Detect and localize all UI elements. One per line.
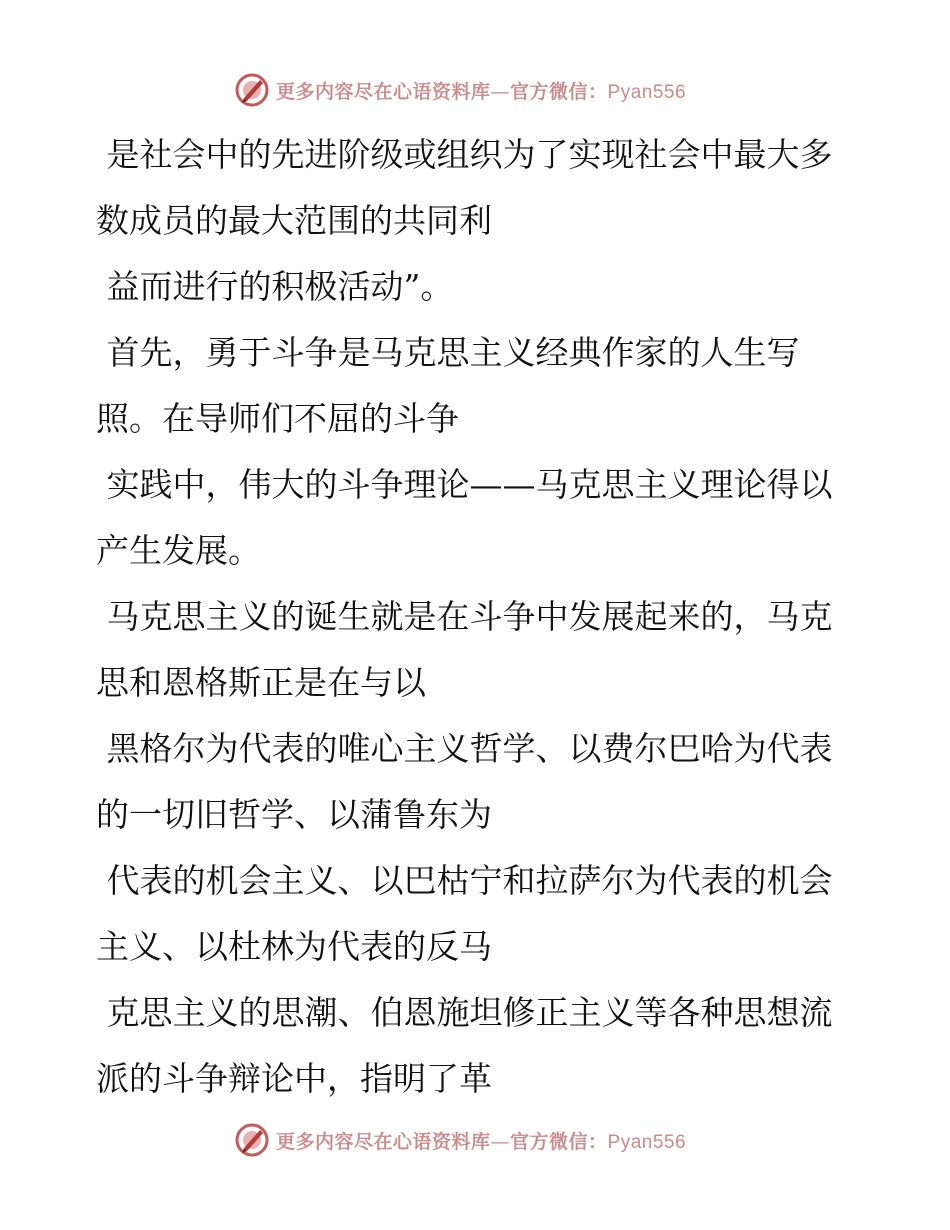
header-watermark: [234, 70, 686, 110]
paragraph: 马克思主义的诞生就是在斗争中发展起来的，马克思和恩格斯正是在与以: [96, 597, 833, 702]
watermark-text: [276, 77, 686, 104]
pen-logo-icon: [234, 72, 270, 108]
pen-logo-icon: [234, 1122, 270, 1158]
watermark-site-name: 更多内容尽在心语资料库: [276, 1130, 491, 1153]
paragraph: 克思主义的思潮、伯恩施坦修正主义等各种思想流派的斗争辩论中，指明了革: [96, 993, 833, 1098]
paragraph: 益而进行的积极活动”。: [96, 267, 454, 306]
paragraph: 黑格尔为代表的唯心主义哲学、以费尔巴哈为代表的一切旧哲学、以蒲鲁东为: [96, 729, 833, 834]
watermark-wechat-id: Pyan556: [607, 81, 687, 103]
paragraph: 首先，勇于斗争是马克思主义经典作家的人生写照。在导师们不屈的斗争: [96, 333, 800, 438]
watermark-wechat-label: 官方微信：: [510, 80, 608, 103]
watermark-site-name: 更多内容尽在心语资料库: [276, 80, 491, 103]
watermark-dash: —: [490, 80, 511, 103]
watermark-wechat-label: 官方微信：: [510, 1130, 608, 1153]
paragraph: 实践中，伟大的斗争理论——马克思主义理论得以产生发展。: [96, 465, 833, 570]
watermark-text: [276, 1127, 686, 1154]
footer-watermark: [234, 1120, 686, 1160]
paragraph: 代表的机会主义、以巴枯宁和拉萨尔为代表的机会主义、以杜林为代表的反马: [96, 861, 833, 966]
document-body: [96, 122, 836, 1112]
watermark-wechat-id: Pyan556: [607, 1131, 687, 1153]
paragraph: 是社会中的先进阶级或组织为了实现社会中最大多数成员的最大范围的共同利: [96, 135, 833, 240]
watermark-dash: —: [490, 1130, 511, 1153]
